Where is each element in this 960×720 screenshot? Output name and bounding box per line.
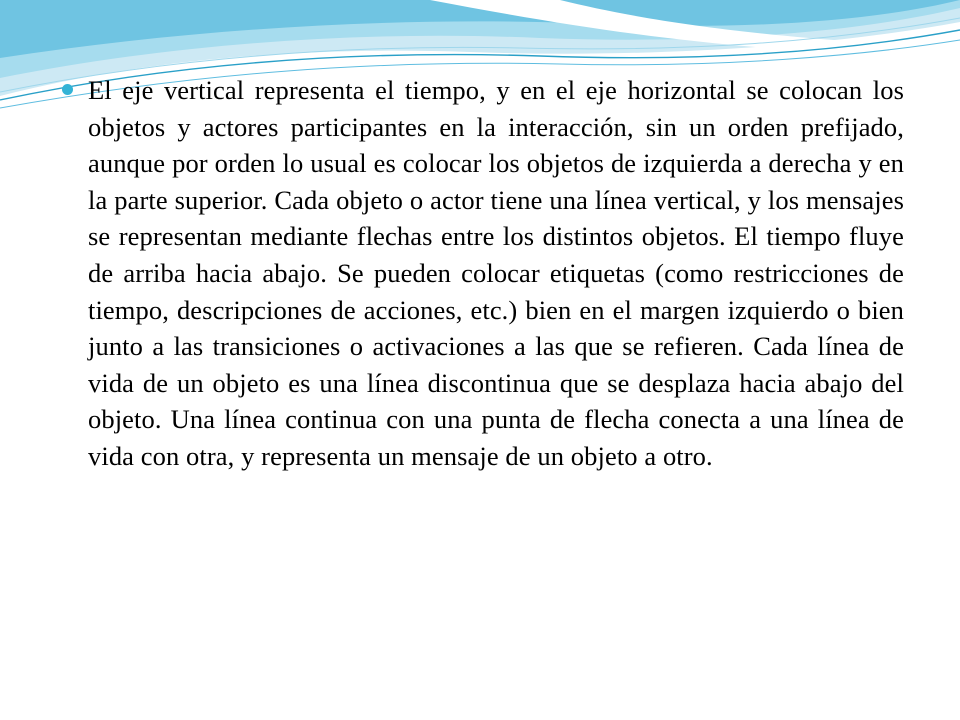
bullet-item (62, 72, 904, 475)
content-area (62, 72, 904, 475)
body-paragraph: El eje vertical representa el tiempo, y en el eje horizontal se colocan los objetos y actores participantes en la interacción, sin un orden prefijado, aunque por orden lo usual es colocar los objetos de izquierda a derecha y en la parte superior. Cada objeto o actor tiene una línea vertical, y los mensajes se representan mediante flechas entre los distintos objetos. El tiempo fluye de arriba hacia abajo. Se pueden colocar etiquetas (como restricciones de tiempo, descripciones de acciones, etc.) bien en el margen izquierdo o bien junto a las transiciones o activaciones a las que se refieren. Cada línea de vida de un objeto es una línea discontinua que se desplaza hacia abajo del objeto. Una línea continua con una punta de flecha conecta a una línea de vida con otra, y representa un mensaje de un objeto a otro. (88, 75, 904, 471)
bullet-dot-icon (62, 84, 73, 95)
